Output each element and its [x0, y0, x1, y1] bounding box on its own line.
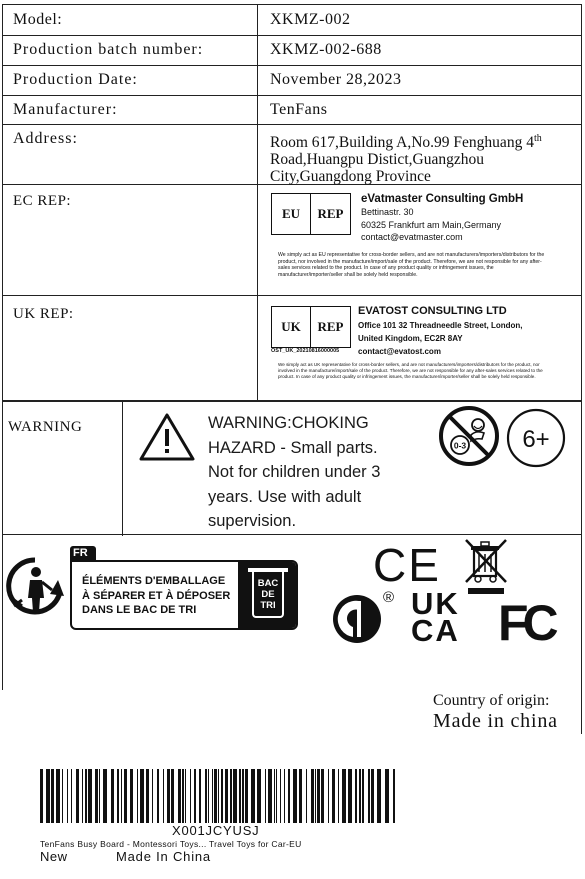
barcode-bar — [251, 769, 255, 823]
ec-rep-box — [271, 193, 351, 235]
origin-value: Made in china — [433, 710, 558, 732]
ec-rep-box-left: EU — [272, 194, 311, 234]
barcode-bar — [212, 769, 213, 823]
warning-line4: years. Use with adult — [208, 487, 362, 506]
age-6-plus-text: 6+ — [522, 426, 550, 453]
age-6-plus-icon — [505, 407, 567, 469]
green-dot-icon — [331, 593, 383, 645]
barcode-bar — [317, 769, 320, 823]
barcode-bar — [185, 769, 186, 823]
barcode-bar — [140, 769, 144, 823]
barcode-bar — [299, 769, 302, 823]
barcode-bar — [99, 769, 100, 823]
address-line3: City,Guangdong Province — [270, 168, 431, 186]
barcode-bar — [311, 769, 314, 823]
barcode-bar — [146, 769, 149, 823]
date-label: Production Date: — [13, 71, 138, 88]
ec-rep-label: EC REP: — [13, 193, 72, 209]
barcode-bar — [67, 769, 68, 823]
bin-lid — [248, 568, 288, 572]
model-label: Model: — [13, 11, 63, 28]
bin-line2: DE — [261, 589, 275, 600]
barcode-bar — [242, 769, 244, 823]
triman-line1: ÉLÉMENTS D'EMBALLAGE — [82, 575, 226, 587]
origin-right-border — [581, 534, 582, 734]
uk-rep-disclaimer: We simply act as UK representative for cross-border sellers, and are not manufacturers/importers/distributors for the product, nor involved in the manufacture/import/sale of the product. Therefore, we are not responsible for any after-sales services related to the product. In case of any product quality or infringement issues, the manufacturer/importer/seller shall be solely held responsible. — [278, 362, 543, 379]
barcode-bar — [82, 769, 83, 823]
barcode-bar — [284, 769, 285, 823]
barcode-bar — [276, 769, 277, 823]
uk-rep-address — [358, 304, 523, 358]
barcode-bar — [137, 769, 138, 823]
barcode-bar — [121, 769, 122, 823]
ukca-line1: UK — [411, 586, 460, 621]
bin-text — [254, 578, 282, 611]
uk-rep-city: United Kingdom, EC2R 8AY — [358, 334, 463, 343]
row-divider — [2, 295, 582, 296]
barcode-bar — [46, 769, 50, 823]
barcode-bar — [385, 769, 389, 823]
ec-rep-street: Bettinastr. 30 — [361, 207, 414, 217]
barcode-made: Made In China — [116, 849, 211, 864]
warning-left-border — [2, 400, 3, 536]
barcode-bar — [265, 769, 266, 823]
barcode-bar — [167, 769, 170, 823]
barcode-bar — [76, 769, 79, 823]
barcode-bar — [95, 769, 98, 823]
ec-rep-company: eVatmaster Consulting GmbH — [361, 193, 524, 205]
address-label: Address: — [13, 130, 78, 147]
uk-rep-company: EVATOST CONSULTING LTD — [358, 305, 507, 317]
barcode-bar — [199, 769, 201, 823]
barcode-bar — [225, 769, 228, 823]
ukca-line2: CA — [411, 613, 460, 648]
triman-line2: À SÉPARER ET À DÉPOSER — [82, 589, 231, 602]
barcode-bar — [280, 769, 281, 823]
address-line2: Road,Huangpu Distict,Guangzhou — [270, 151, 484, 169]
table-right-border — [581, 4, 582, 402]
barcode-bar — [230, 769, 232, 823]
triman-country: FR — [73, 547, 88, 559]
warning-label: WARNING — [8, 419, 83, 435]
barcode-bar — [124, 769, 127, 823]
barcode-bar — [208, 769, 209, 823]
fcc-mark: FC — [498, 595, 553, 651]
barcode-bar — [306, 769, 307, 823]
ukca-mark — [411, 586, 460, 648]
triman-banner — [70, 560, 298, 630]
barcode-bar — [163, 769, 164, 823]
row-divider — [2, 95, 582, 96]
barcode-bar — [274, 769, 275, 823]
barcode-bar — [51, 769, 54, 823]
barcode-bar — [332, 769, 335, 823]
ec-rep-box-right: REP — [317, 206, 344, 221]
row-divider — [2, 400, 582, 402]
row-divider — [2, 65, 582, 66]
barcode-bar — [130, 769, 133, 823]
barcode-bar — [205, 769, 207, 823]
warning-triangle-icon — [138, 412, 196, 462]
warning-right-border — [581, 400, 582, 536]
weee-bin-icon — [464, 538, 508, 596]
barcode-bar — [359, 769, 361, 823]
warning-divider — [122, 400, 123, 536]
warning-line5: supervision. — [208, 512, 297, 530]
ec-rep-address — [361, 192, 523, 244]
batch-label: Production batch number: — [13, 41, 204, 58]
barcode-bar — [182, 769, 184, 823]
barcode-bar — [221, 769, 223, 823]
barcode-bar — [62, 769, 63, 823]
uk-rep-code: OST_UK_20210816000005 — [271, 348, 340, 354]
barcode-bar — [362, 769, 364, 823]
ce-mark: CE — [373, 539, 441, 591]
uk-rep-box-right: REP — [317, 319, 344, 334]
triman-icon — [6, 556, 64, 618]
barcode-bar — [293, 769, 297, 823]
model-value: XKMZ-002 — [270, 11, 351, 28]
barcode-bar — [342, 769, 346, 823]
bin-line1: BAC — [257, 578, 279, 589]
address-value — [270, 130, 542, 185]
barcode-bar — [214, 769, 217, 823]
barcode-bar — [239, 769, 241, 823]
barcode-bar — [178, 769, 181, 823]
barcode-bar — [371, 769, 374, 823]
barcode-bar — [393, 769, 395, 823]
uk-rep-label: UK REP: — [13, 306, 74, 322]
triman-line3: DANS LE BAC DE TRI — [82, 604, 197, 616]
not-for-0-3-icon — [438, 405, 500, 467]
warning-line2: HAZARD - Small parts. — [208, 438, 378, 457]
uk-rep-street: Office 101 32 Threadneedle Street, London, — [358, 321, 523, 330]
barcode — [40, 769, 398, 823]
barcode-bar — [377, 769, 381, 823]
barcode-bar — [368, 769, 370, 823]
warning-line1: WARNING:CHOKING — [208, 414, 369, 432]
barcode-bar — [117, 769, 119, 823]
address-sup: th — [533, 133, 542, 144]
barcode-code: X001JCYUSJ — [172, 823, 260, 838]
barcode-bar — [56, 769, 60, 823]
triman-text — [82, 574, 230, 618]
barcode-bar — [85, 769, 87, 823]
barcode-bar — [288, 769, 290, 823]
uk-rep-box-left: UK — [272, 307, 311, 347]
ec-rep-disclaimer: We simply act as EU representative for cross-border sellers, and are not manufacturers/importers/distributors for the product, nor involved in the manufacture/import/sale of the product. Therefore, we are not responsible for any after-sales services related to the product. In case of any product quality or infringement issues, the manufacturer/importer/seller shall be solely held responsible. — [278, 252, 545, 278]
barcode-bar — [88, 769, 92, 823]
manufacturer-value: TenFans — [270, 101, 328, 118]
table-top-border — [2, 4, 582, 5]
barcode-condition: New — [40, 849, 68, 864]
date-value: November 28,2023 — [270, 71, 402, 88]
batch-value: XKMZ-002-688 — [270, 41, 382, 58]
barcode-title: TenFans Busy Board - Montessori Toys... Travel Toys for Car-EU — [40, 839, 302, 849]
barcode-bar — [328, 769, 329, 823]
barcode-bar — [338, 769, 339, 823]
barcode-bar — [321, 769, 324, 823]
manufacturer-label: Manufacturer: — [13, 101, 118, 118]
barcode-bar — [315, 769, 316, 823]
barcode-bar — [348, 769, 352, 823]
row-divider — [2, 124, 582, 125]
barcode-bar — [268, 769, 272, 823]
uk-rep-email: contact@evatost.com — [358, 347, 441, 356]
uk-rep-box — [271, 306, 351, 348]
warning-text — [208, 411, 380, 534]
table-mid-border — [257, 4, 258, 402]
origin-left-border — [2, 534, 3, 690]
bin-line3: TRI — [260, 600, 276, 611]
barcode-bar — [257, 769, 261, 823]
warning-bottom-border — [2, 534, 582, 535]
warning-line3: Not for children under 3 — [208, 463, 381, 481]
ec-rep-email: contact@evatmaster.com — [361, 232, 463, 242]
barcode-bar — [355, 769, 357, 823]
origin-label: Country of origin: — [433, 692, 550, 709]
barcode-bar — [103, 769, 107, 823]
barcode-bar — [40, 769, 43, 823]
barcode-bar — [233, 769, 237, 823]
barcode-bar — [152, 769, 153, 823]
barcode-bar — [71, 769, 72, 823]
barcode-bar — [111, 769, 114, 823]
barcode-bar — [218, 769, 219, 823]
address-line1: Room 617,Building A,No.99 Fenghuang 4 — [270, 134, 534, 152]
ec-rep-city: 60325 Frankfurt am Main,Germany — [361, 219, 502, 230]
barcode-bar — [190, 769, 191, 823]
registered-mark: ® — [383, 589, 395, 606]
barcode-bar — [245, 769, 248, 823]
barcode-bar — [157, 769, 159, 823]
not-for-0-3-text: 0-3 — [453, 440, 467, 451]
barcode-bar — [171, 769, 174, 823]
row-divider — [2, 35, 582, 36]
barcode-bar — [194, 769, 196, 823]
table-left-border — [2, 4, 3, 402]
